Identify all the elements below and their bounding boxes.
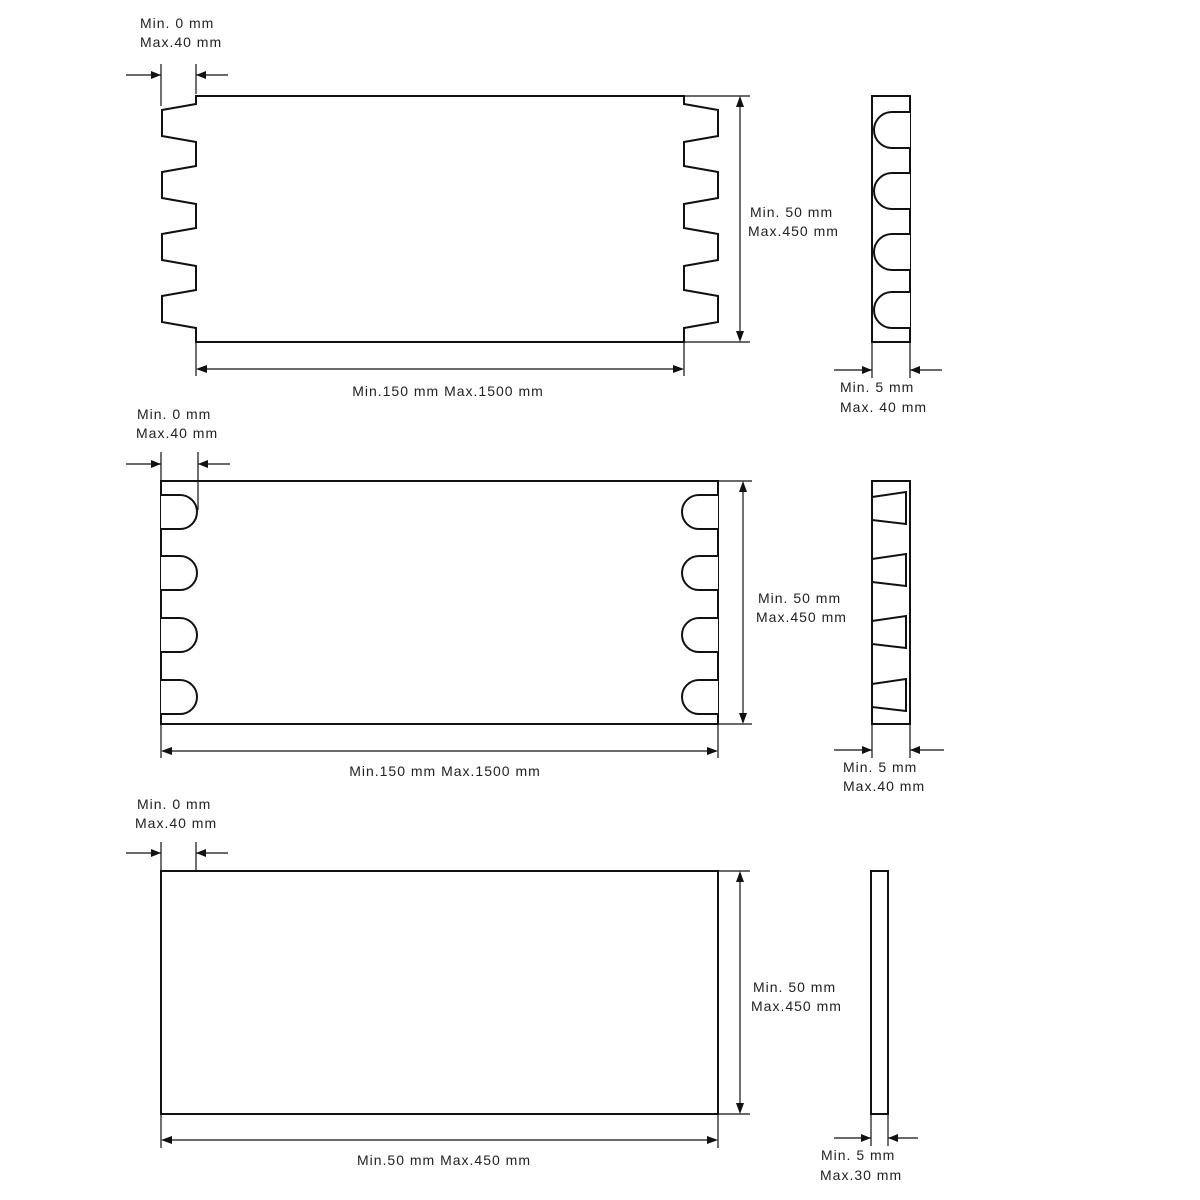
plain-panel-front-outline bbox=[161, 871, 718, 1114]
dim-length-3 bbox=[161, 1114, 718, 1148]
diagram-3-plain-panel bbox=[126, 796, 918, 1183]
thickness-min-3: Min. 5 mm bbox=[821, 1147, 896, 1163]
length-label-3: Min.50 mm Max.450 mm bbox=[356, 1152, 532, 1168]
tenon-depth-min-3: Min. 0 mm bbox=[137, 796, 212, 812]
dim-height-3 bbox=[718, 871, 750, 1114]
length-label-1: Min.150 mm Max.1500 mm bbox=[352, 383, 544, 399]
thickness-max-3: Max.30 mm bbox=[820, 1167, 903, 1183]
dovetail-panel-front-outline bbox=[162, 96, 718, 342]
tenon-depth-min-1: Min. 0 mm bbox=[140, 15, 215, 31]
slotted-panel-front-outline bbox=[161, 481, 718, 724]
thickness-max-2: Max.40 mm bbox=[843, 778, 926, 794]
dim-thickness-1 bbox=[834, 342, 942, 378]
thickness-max-1: Max. 40 mm bbox=[840, 399, 928, 415]
tenon-depth-max-1: Max.40 mm bbox=[140, 34, 223, 50]
height-min-3: Min. 50 mm bbox=[753, 979, 837, 995]
dovetail-panel-side-view bbox=[872, 96, 910, 342]
dim-length-2 bbox=[161, 724, 718, 758]
height-min-2: Min. 50 mm bbox=[758, 590, 842, 606]
length-label-2: Min.150 mm Max.1500 mm bbox=[349, 763, 541, 779]
tenon-depth-max-2: Max.40 mm bbox=[136, 425, 219, 441]
tenon-depth-min-2: Min. 0 mm bbox=[137, 406, 212, 422]
height-max-2: Max.450 mm bbox=[756, 609, 847, 625]
slotted-panel-side-view bbox=[872, 481, 910, 724]
height-min-1: Min. 50 mm bbox=[750, 204, 834, 220]
height-max-3: Max.450 mm bbox=[751, 998, 842, 1014]
dim-length-1 bbox=[196, 342, 684, 376]
tenon-depth-max-3: Max.40 mm bbox=[135, 815, 218, 831]
height-max-1: Max.450 mm bbox=[748, 223, 839, 239]
thickness-min-2: Min. 5 mm bbox=[843, 759, 918, 775]
dim-tenon-depth-3 bbox=[126, 842, 228, 870]
diagram-2-slotted-panel bbox=[126, 406, 944, 794]
thickness-min-1: Min. 5 mm bbox=[840, 379, 915, 395]
diagram-1-dovetail-panel bbox=[126, 15, 942, 415]
dim-thickness-3 bbox=[834, 1114, 918, 1146]
plain-panel-side-view bbox=[871, 871, 888, 1114]
dim-thickness-2 bbox=[834, 724, 944, 758]
dim-height-2 bbox=[718, 481, 752, 724]
